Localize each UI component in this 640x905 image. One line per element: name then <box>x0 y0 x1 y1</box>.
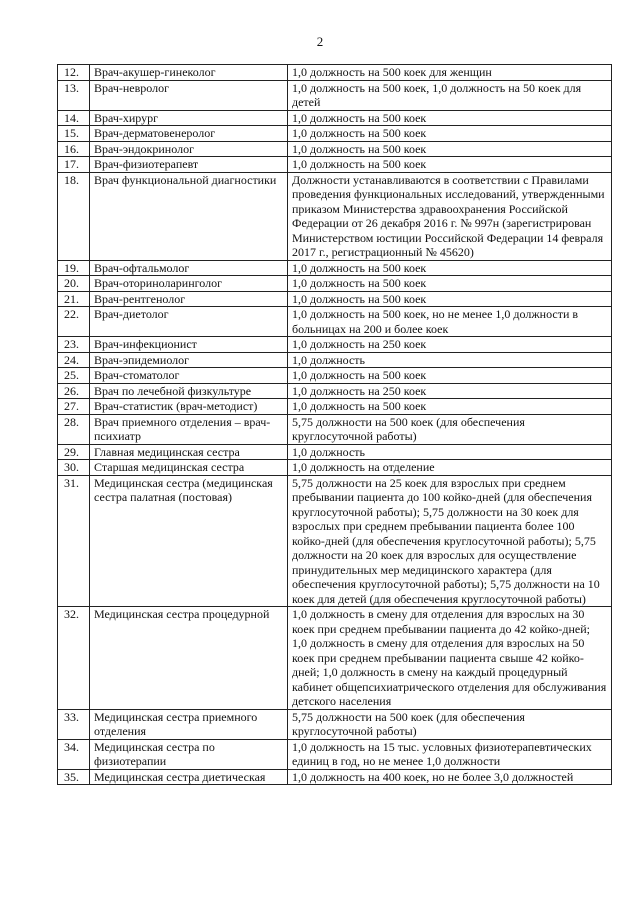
norm-cell: 1,0 должность на 500 коек <box>288 141 612 157</box>
position-cell: Врач приемного отделения – врач-психиатр <box>90 414 288 444</box>
position-cell: Врач-инфекционист <box>90 337 288 353</box>
norm-cell: 1,0 должность на 500 коек для женщин <box>288 65 612 81</box>
row-number: 27. <box>58 399 90 415</box>
row-number: 32. <box>58 607 90 710</box>
table-row <box>58 260 612 276</box>
position-cell: Врач-эпидемиолог <box>90 352 288 368</box>
position-cell: Медицинская сестра диетическая <box>90 769 288 785</box>
norm-cell: 1,0 должность на 500 коек, но не менее 1,0 должности в больницах на 200 и более коек <box>288 307 612 337</box>
row-number: 16. <box>58 141 90 157</box>
position-cell: Врач по лечебной физкультуре <box>90 383 288 399</box>
norm-cell: 1,0 должность на 400 коек, но не более 3,0 должностей <box>288 769 612 785</box>
row-number: 24. <box>58 352 90 368</box>
position-cell: Медицинская сестра по физиотерапии <box>90 739 288 769</box>
row-number: 14. <box>58 110 90 126</box>
row-number: 29. <box>58 444 90 460</box>
position-cell: Врач-хирург <box>90 110 288 126</box>
table-row <box>58 307 612 337</box>
table-row <box>58 607 612 710</box>
table-row <box>58 337 612 353</box>
table-row <box>58 157 612 173</box>
position-cell: Врач-стоматолог <box>90 368 288 384</box>
row-number: 26. <box>58 383 90 399</box>
row-number: 21. <box>58 291 90 307</box>
position-cell: Врач-рентгенолог <box>90 291 288 307</box>
norm-cell: 1,0 должность на 500 коек <box>288 260 612 276</box>
table-row <box>58 414 612 444</box>
row-number: 28. <box>58 414 90 444</box>
norm-cell: Должности устанавливаются в соответствии с Правилами проведения функциональных исследований, утвержденными приказом Министерства здравоохранения Российской Федерации от 26 декабря 2016 г. № 997н (зарегистрирован Министерством юстиции Российской Федерации 14 февраля 2017 г., регистрационный № 45620) <box>288 172 612 260</box>
table-row <box>58 739 612 769</box>
row-number: 18. <box>58 172 90 260</box>
position-cell: Врач-акушер-гинеколог <box>90 65 288 81</box>
table-row <box>58 383 612 399</box>
norm-cell: 1,0 должность на 500 коек <box>288 276 612 292</box>
norm-cell: 1,0 должность на 500 коек <box>288 368 612 384</box>
row-number: 17. <box>58 157 90 173</box>
table-row <box>58 475 612 607</box>
row-number: 34. <box>58 739 90 769</box>
row-number: 31. <box>58 475 90 607</box>
row-number: 19. <box>58 260 90 276</box>
table-row <box>58 769 612 785</box>
norm-cell: 1,0 должность в смену для отделения для взрослых на 30 коек при среднем пребывании пациента до 42 койко-дней; 1,0 должность в смену для отделения для взрослых на 50 коек при среднем пребывании пациента свыше 42 койко-дней; 1,0 должность в смену на каждый процедурный кабинет общепсихиатрического отделения для обслуживания детского населения <box>288 607 612 710</box>
row-number: 25. <box>58 368 90 384</box>
position-cell: Главная медицинская сестра <box>90 444 288 460</box>
table-row <box>58 141 612 157</box>
row-number: 13. <box>58 80 90 110</box>
position-cell: Врач-дерматовенеролог <box>90 126 288 142</box>
position-cell: Врач-физиотерапевт <box>90 157 288 173</box>
norm-cell: 5,75 должности на 500 коек (для обеспечения круглосуточной работы) <box>288 414 612 444</box>
norm-cell: 1,0 должность на 500 коек <box>288 126 612 142</box>
position-cell: Врач-офтальмолог <box>90 260 288 276</box>
table-row <box>58 460 612 476</box>
table-row <box>58 65 612 81</box>
position-cell: Медицинская сестра (медицинская сестра палатная (постовая) <box>90 475 288 607</box>
position-cell: Старшая медицинская сестра <box>90 460 288 476</box>
norm-cell: 1,0 должность на 500 коек <box>288 291 612 307</box>
norm-cell: 1,0 должность на 250 коек <box>288 337 612 353</box>
table-row <box>58 291 612 307</box>
norm-cell: 1,0 должность на 500 коек <box>288 110 612 126</box>
norm-cell: 1,0 должность на 500 коек <box>288 157 612 173</box>
table-row <box>58 352 612 368</box>
table-row <box>58 110 612 126</box>
row-number: 20. <box>58 276 90 292</box>
norm-cell: 1,0 должность на 500 коек, 1,0 должность на 50 коек для детей <box>288 80 612 110</box>
position-cell: Медицинская сестра процедурной <box>90 607 288 710</box>
norm-cell: 1,0 должность на отделение <box>288 460 612 476</box>
table-row <box>58 368 612 384</box>
position-cell: Врач-невролог <box>90 80 288 110</box>
table-row <box>58 709 612 739</box>
row-number: 12. <box>58 65 90 81</box>
norm-cell: 5,75 должности на 500 коек (для обеспечения круглосуточной работы) <box>288 709 612 739</box>
norm-cell: 5,75 должности на 25 коек для взрослых при среднем пребывании пациента до 100 койко-дней (для обеспечения круглосуточной работы); 5,75 должности на 30 коек для взрослых при среднем пребывании пациента более 100 койко-дней (для обеспечения круглосуточной работы); 5,75 должности на 20 коек для взрослых для осуществление принудительных мер медицинского характера (для обеспечения круглосуточной работы); 5,75 должности на 10 коек для детей (для обеспечения круглосуточной работы) <box>288 475 612 607</box>
row-number: 22. <box>58 307 90 337</box>
norm-cell: 1,0 должность на 500 коек <box>288 399 612 415</box>
row-number: 23. <box>58 337 90 353</box>
row-number: 15. <box>58 126 90 142</box>
norm-cell: 1,0 должность <box>288 444 612 460</box>
position-cell: Врач-эндокринолог <box>90 141 288 157</box>
table-row <box>58 399 612 415</box>
norm-cell: 1,0 должность <box>288 352 612 368</box>
row-number: 33. <box>58 709 90 739</box>
position-cell: Врач-диетолог <box>90 307 288 337</box>
position-cell: Врач-статистик (врач-методист) <box>90 399 288 415</box>
table-row <box>58 444 612 460</box>
table-row <box>58 126 612 142</box>
position-cell: Врач функциональной диагностики <box>90 172 288 260</box>
norm-cell: 1,0 должность на 250 коек <box>288 383 612 399</box>
row-number: 30. <box>58 460 90 476</box>
staffing-table <box>57 64 612 785</box>
page-number: 2 <box>316 34 324 49</box>
norm-cell: 1,0 должность на 15 тыс. условных физиотерапевтических единиц в год, но не менее 1,0 должности <box>288 739 612 769</box>
row-number: 35. <box>58 769 90 785</box>
table-row <box>58 276 612 292</box>
position-cell: Врач-оториноларинголог <box>90 276 288 292</box>
position-cell: Медицинская сестра приемного отделения <box>90 709 288 739</box>
table-row <box>58 80 612 110</box>
table-row <box>58 172 612 260</box>
staffing-table-body <box>58 65 612 785</box>
